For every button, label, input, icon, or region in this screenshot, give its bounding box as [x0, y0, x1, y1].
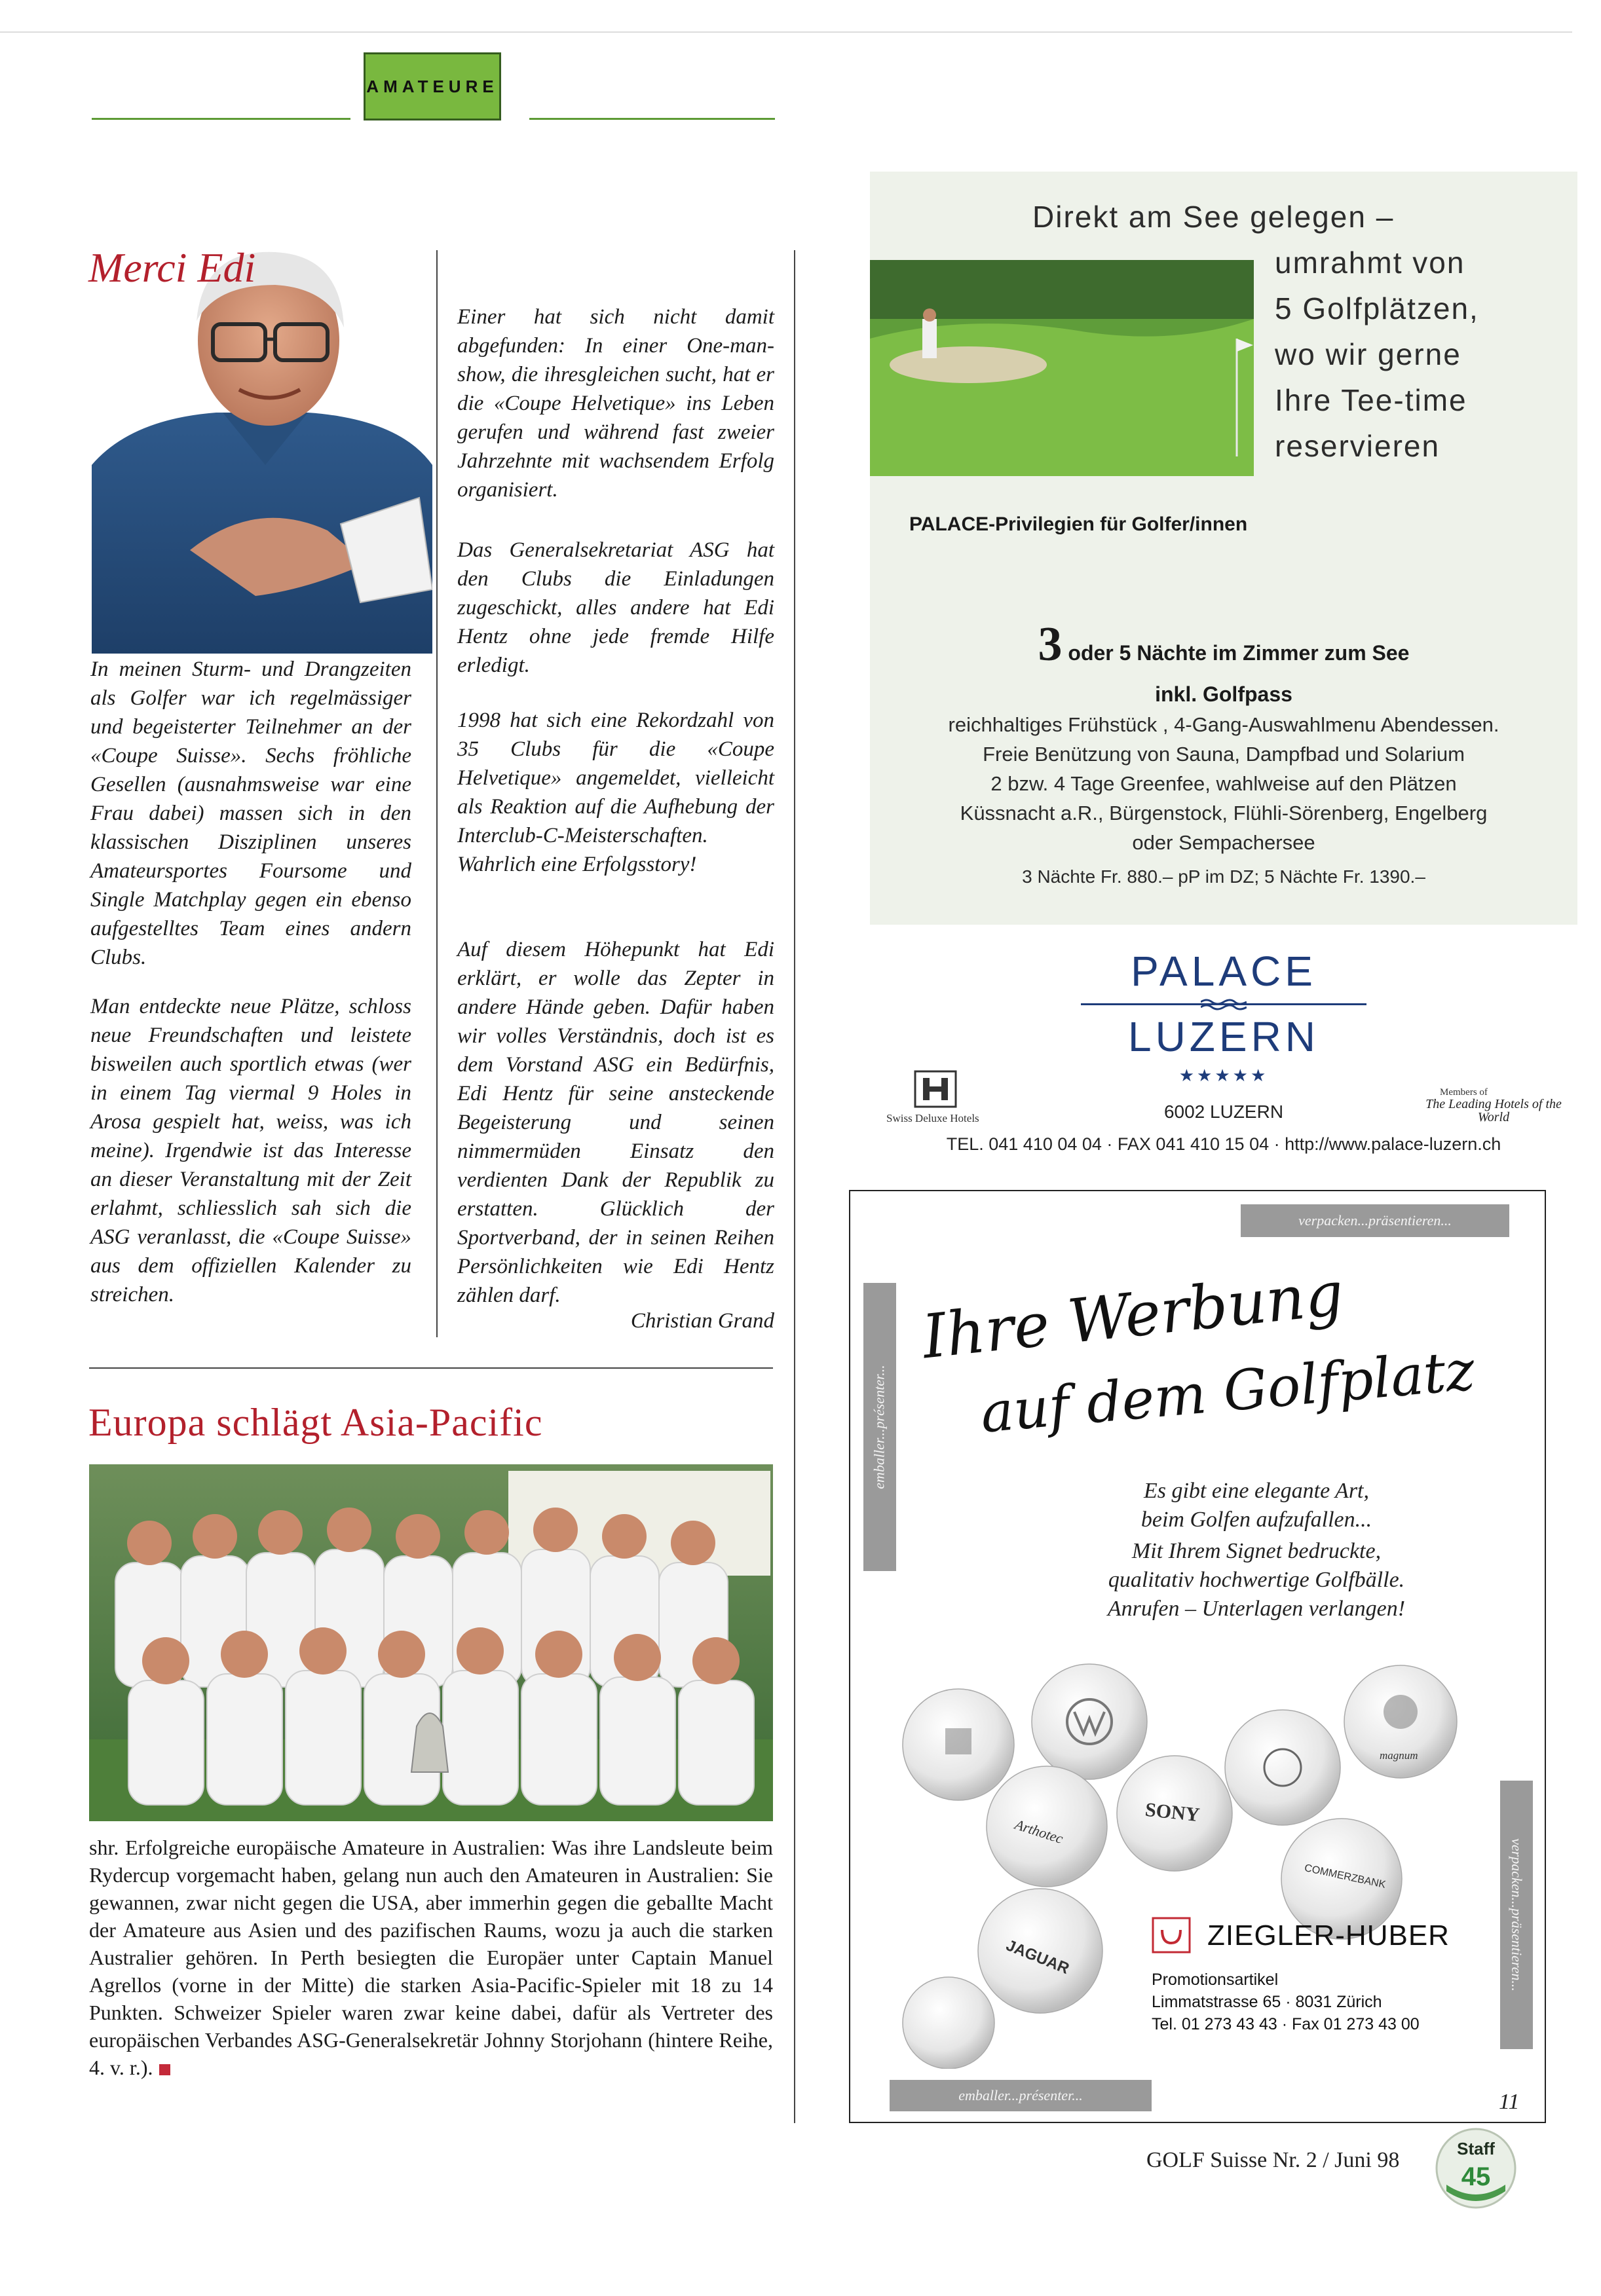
palace-offer-text: oder 5 Nächte im Zimmer zum See	[1068, 641, 1410, 665]
edi-portrait	[92, 249, 432, 654]
article-divider	[89, 1367, 773, 1369]
band-left	[863, 1283, 896, 1571]
palace-headline-4: wo wir gerne	[1275, 337, 1461, 371]
tagline-1: Es gibt eine elegante Art,	[1143, 1479, 1370, 1503]
tagline-2: beim Golfen aufzufallen...	[1140, 1508, 1372, 1532]
column-rule-2	[794, 250, 795, 2123]
palace-line-3: 2 bzw. 4 Tage Greenfee, wahlweise auf den Plätzen	[990, 772, 1457, 795]
script-line-1: Ihre Werbung	[919, 1258, 1347, 1373]
page-number: 11	[1499, 2090, 1520, 2114]
band-right-text: verpacken...präsentieren...	[1509, 1838, 1525, 1991]
palace-line-6: 3 Nächte Fr. 880.– pP im DZ; 5 Nächte Fr. 1390.–	[1022, 866, 1425, 887]
pitch-3: Anrufen – Unterlagen verlangen!	[1107, 1597, 1406, 1621]
palace-headline-1: Direkt am See gelegen –	[1032, 200, 1395, 234]
palace-brand-top: PALACE	[1131, 948, 1317, 995]
ziegler-company: ZIEGLER-HUBER	[1207, 1919, 1450, 1952]
script-line-2: auf dem Golfplatz	[978, 1338, 1477, 1445]
ziegler-logo-icon	[1152, 1917, 1191, 1953]
ball-label-arthotec: Arthotec	[1013, 1815, 1065, 1847]
band-left-text: emballer...présenter...	[871, 1365, 888, 1489]
merci-author: Christian Grand	[630, 1309, 774, 1333]
europa-title: Europa schlägt Asia-Pacific	[88, 1401, 543, 1444]
merci-right-p4: Auf diesem Höhepunkt hat Edi erklärt, er wolle das Zepter in andere Hände geben. Dafür haben wir volles Verständnis, doch ist es dem Vorstand ASG ein Bedürfnis, Edi Hentz für seine ansteckende Begeisterung und seinen nimmermüden Einsatz den verdienten Dank der Republik zu erstatten. Glücklich der Sportverband, der in seinen Reihen Persönlichkeiten wie Edi Hentz zählen darf.	[457, 938, 774, 1307]
band-right	[1500, 1781, 1533, 2049]
palace-photo-caption: PALACE-Privilegien für Golfer/innen	[909, 513, 1248, 535]
members-of-label: Members of	[1440, 1087, 1488, 1098]
palace-offer-sub: inkl. Golfpass	[1155, 682, 1292, 706]
staff-badge-icon	[1433, 2126, 1518, 2211]
pitch-2: qualitativ hochwertige Golfbälle.	[1108, 1568, 1405, 1592]
band-top: verpacken...präsentieren...	[1241, 1204, 1509, 1237]
header-rule-left	[92, 118, 350, 120]
team-photo	[89, 1464, 773, 1821]
palace-line-5: oder Sempachersee	[1132, 831, 1315, 854]
ziegler-contact-1: Promotionsartikel	[1152, 1971, 1279, 1989]
page-top-rule	[0, 31, 1572, 33]
palace-wave-icon	[1201, 997, 1247, 1012]
palace-headline-6: reservieren	[1275, 429, 1441, 463]
palace-line-2: Freie Benützung von Sauna, Dampfbad und Solarium	[983, 743, 1465, 766]
palace-logo-block	[870, 925, 1577, 1167]
header-rule-right	[529, 118, 775, 120]
ball-label-commerzbank: COMMERZBANK	[1303, 1862, 1387, 1891]
merci-left-p1: In meinen Sturm- und Drangzeiten als Golfer war ich regelmässiger und begeisterter Teilnehmer an der «Coupe Suisse». Sechs fröhliche Gesellen (ausnahmsweise war eine Frau dabei) massen sich in den klassischen Disziplinen unseres Amateursportes Foursome und Single Matchplay gegen ein ebenso aufgestelltes Team eines andern Clubs.	[90, 657, 411, 969]
badge-number: 45	[1461, 2162, 1491, 2191]
palace-headline-3: 5 Golfplätzen,	[1275, 291, 1479, 325]
palace-city: 6002 LUZERN	[1163, 1102, 1284, 1122]
magazine-footer: GOLF Suisse Nr. 2 / Juni 98	[1146, 2148, 1400, 2172]
palace-headline-2: umrahmt von	[1275, 246, 1465, 280]
badge-brand: Staff	[1457, 2139, 1495, 2158]
section-tab	[364, 52, 501, 120]
palace-headline-5: Ihre Tee-time	[1275, 383, 1467, 417]
swiss-deluxe-label: Swiss Deluxe Hotels	[886, 1112, 979, 1124]
section-label: AMATEURE	[366, 76, 499, 96]
merci-right-p2: Das Generalsekretariat ASG hat den Clubs die Einladungen zugeschickt, alles andere hat Edi Hentz ohne jede fremde Hilfe erledigt.	[457, 538, 774, 677]
palace-brand-bottom: LUZERN	[1127, 1013, 1320, 1060]
merci-right-p1: Einer hat sich nicht damit abgefunden: In einer One-man-show, die ihresgleichen sucht, hat er die «Coupe Helvetique» ins Leben gerufen und während fast zweier Jahrzehnte mit wachsendem Erfolg organisiert.	[457, 305, 774, 502]
golf-course-photo	[870, 260, 1254, 476]
palace-ad	[870, 172, 1577, 925]
palace-stars: ★★★★★	[1178, 1066, 1269, 1085]
europa-body-text: shr. Erfolgreiche europäische Amateure in Australien: Was ihre Landsleute beim Rydercup vorgemacht haben, gelang nun auch den Amateuren in Australien: Sie gewannen, zwar nicht gegen die USA, aber immerhin gegen die geballte Macht der Amateure aus Asien und des pazifischen Raums, wozu ja auch die starken Australier gehören. In Perth besiegten die Europäer unter Captain Manuel Agrellos (vorne in der Mitte) die starken Asia-Pacific-Spieler mit 18 zu 14 Punkten. Schweizer Spieler waren zwar keine dabei, dafür als Vertreter des europäischen Verbandes ASG-Generalsekretär Johnny Storjohann (hintere Reihe, 4. v. r.).	[89, 1836, 773, 2079]
ziegler-ad	[849, 1190, 1546, 2123]
palace-line-1: reichhaltiges Frühstück , 4-Gang-Auswahlmenu Abendessen.	[948, 713, 1499, 736]
palace-offer	[870, 617, 1577, 673]
end-mark	[159, 2064, 170, 2075]
palace-offer-number: 3	[1038, 618, 1063, 671]
europa-body	[89, 1834, 773, 2081]
palace-contact: TEL. 041 410 04 04 · FAX 041 410 15 04 · http://www.palace-luzern.ch	[946, 1134, 1501, 1154]
column-rule-1	[436, 250, 438, 1337]
merci-title: Merci Edi	[88, 244, 256, 291]
ball-label-jaguar: JAGUAR	[1003, 1936, 1072, 1978]
pitch-1: Mit Ihrem Signet bedruckte,	[1131, 1539, 1382, 1563]
ball-label-sony: SONY	[1144, 1798, 1201, 1826]
ball-label-magnum: magnum	[1380, 1749, 1418, 1762]
band-bottom: emballer...présenter...	[890, 2080, 1152, 2111]
palace-line-4: Küssnacht a.R., Bürgenstock, Flühli-Sörenberg, Engelberg	[960, 802, 1488, 824]
merci-left-p2: Man entdeckte neue Plätze, schloss neue Freundschaften und leistete bisweilen auch sportlich etwas (wer in einem Tag viermal 9 Holes in Arosa gespielt hat, weiss, was ich meine). Irgendwie ist das Interesse an dieser Veranstaltung mit der Zeit erlahmt, schliesslich sah sich die ASG veranlasst, die «Coupe Suisse» aus dem offiziellen Kalender zu streichen.	[90, 995, 411, 1306]
ziegler-contact-2: Limmatstrasse 65 · 8031 Zürich	[1152, 1993, 1382, 2011]
merci-right-p3: 1998 hat sich eine Rekordzahl von 35 Clubs für die «Coupe Helvetique» angemeldet, vielleicht als Reaktion auf die Aufhebung der Interclub-C-Meisterschaften. Wahrlich eine Erfolgsstory!	[457, 709, 774, 876]
leading-hotels-logo: The Leading Hotels of the World	[1425, 1097, 1562, 1124]
ziegler-contact-3: Tel. 01 273 43 43 · Fax 01 273 43 00	[1152, 2015, 1420, 2033]
